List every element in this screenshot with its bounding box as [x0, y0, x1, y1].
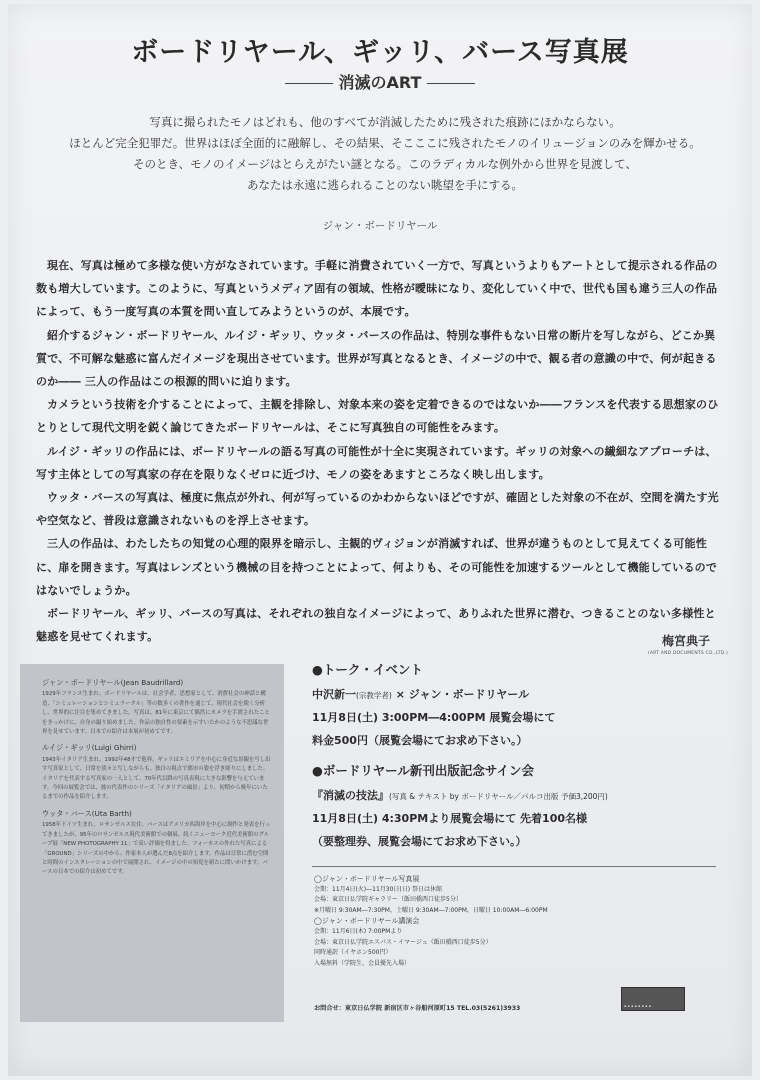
bio-heading: ルイジ・ギッリ(Luigi Ghirri)	[42, 743, 137, 753]
subtitle-text: 消滅のART	[338, 73, 422, 92]
exhibition-info-line: 会期：11月4日(火)―11月30日(日) 祭日は休館	[314, 885, 442, 893]
speaker-role: (宗教学者)	[356, 691, 392, 700]
essay-paragraph: 紹介するジャン・ボードリヤール、ルイジ・ギッリ、ウッタ・バースの作品は、特別な事件もない日常の断片を写しながら、どこか異質で、不可解な魅惑に富んだイメージを現出させています。世界が写真となるとき、イメージの中で、観る者の意識の中で、何が起きるのか―― 三人の作品はこの根源的問いに迫ります。	[36, 328, 717, 389]
exhibition-title: ボードリヤール、ギッリ、バース写真展	[131, 37, 629, 68]
speaker-with: × ジャン・ボードリヤール	[395, 688, 530, 701]
quote-line: ほとんど完全犯罪だ。世界はほぼ全面的に融解し、その結果、そこここに残されたモノのイリュージョンのみを輝かせる。	[69, 136, 701, 150]
exhibition-subtitle	[0, 70, 760, 93]
contact-info: お問合せ：東京日仏学院 新宿区市ヶ谷船河原町15 TEL.03(5261)3933	[314, 1005, 521, 1012]
essay-body	[36, 254, 724, 648]
essay-author-affiliation: (ART AND DOCUMENTS CO.,LTD.)	[648, 651, 728, 656]
institute-logo	[621, 987, 685, 1011]
subtitle-dash-right	[427, 83, 475, 84]
bio-heading: ウッタ・バース(Uta Barth)	[42, 808, 132, 818]
epigraph-quote	[40, 112, 730, 196]
talk-event-heading: ●トーク・イベント	[312, 662, 423, 677]
quote-line: そのとき、モノのイメージはとらえがたい謎となる。このラディカルな例外から世界を見渡して、	[133, 157, 637, 171]
info-divider	[312, 866, 716, 867]
events-section	[312, 660, 732, 856]
essay-paragraph: ルイジ・ギッリの作品には、ボードリヤールの語る写真の可能性が十全に実現されています。ギッリの対象への繊細なアプローチは、写す主体としての写真家の存在を限りなくゼロに近づけ、モノの姿をあますところなく映し出します。	[36, 444, 717, 481]
signing-event-book	[312, 787, 732, 803]
exhibition-info-title: ◯ジャン・ボードリヤール写真展	[314, 875, 420, 883]
signing-event-heading: ●ボードリヤール新刊出版記念サイン会	[312, 763, 535, 778]
signing-event-note: （要整理券、展覧会場にてお求め下さい。）	[312, 835, 527, 848]
exhibition-info-line: 会場：東京日仏学院ギャラリー（飯田橋西口徒歩5分）	[314, 896, 462, 904]
quote-author: ジャン・ボードリヤール	[322, 220, 438, 232]
book-title: 『消滅の技法』	[312, 789, 389, 802]
bio-text: 1958年ドイツ生まれ。ロサンゼルス在住。バースはアメリカ西海岸を中心に制作と発表を行ってきましたが、95年のロサンゼルス現代美術館での個展、続くニューヨーク近代美術館のグループ展「NEW PHOTOGRAPHY 11」で高い評価を得ました。フォーカスの外れた写真による「GROUND」シリーズの中から、作家本人が選んだ8点を紹介します。作品は日常に潜む空間と時間のインスタレーションの中で展開され、イメージの中の知覚を新たに問いかけます。バースの日本での紹介は初めてです。	[42, 822, 271, 876]
essay-paragraph: カメラという技術を介することによって、主観を排除し、対象本来の姿を定着できるのではないか――フランスを代表する思想家のひとりとして現代文明を鋭く論じてきたボードリヤールは、そこに写真独自の可能性をみます。	[36, 398, 719, 435]
exhibition-info-line: ※月曜日 9:30AM―7:30PM、土曜日 9:30AM―7:00PM、日曜日 10:00AM―6:00PM	[314, 906, 548, 914]
essay-paragraph: 三人の作品は、わたしたちの知覚の心理的限界を暗示し、主観的ヴィジョンが消滅すれば、世界が違うものとして見えてくる可能性に、扉を開きます。写真はレンズという機械の目を持つことによって、何よりも、その可能性を加速するツールとして機能しているのではないでしょうか。	[36, 537, 718, 597]
quote-line: あなたは永遠に逃られることのない眺望を手にする。	[247, 178, 523, 192]
speaker-name: 中沢新一	[312, 688, 356, 701]
lecture-info-line: 入場無料（学院生、会員優先入場）	[314, 959, 411, 967]
quote-line: 写真に撮られたモノはどれも、他のすべてが消滅したために残された痕跡にほかならない。	[149, 115, 621, 129]
subtitle-dash-left	[285, 83, 333, 84]
logo-mark: ▪▪▪▪▪▪▪▪	[624, 1004, 653, 1008]
artist-bios-panel	[20, 664, 284, 1022]
essay-author-name: 梅宮典子	[662, 634, 711, 648]
talk-event-fee: 料金500円（展覧会場にてお求め下さい。）	[312, 734, 528, 747]
essay-paragraph: ボードリヤール、ギッリ、バースの写真は、それぞれの独自なイメージによって、ありふれた世界に潜む、つきることのない多様性と魅惑を見せてくれます。	[36, 607, 716, 644]
talk-event-datetime: 11月8日(土) 3:00PM―4:00PM 展覧会場にて	[312, 711, 556, 724]
lecture-info-title: ◯ジャン・ボードリヤール講演会	[314, 917, 420, 926]
talk-event-speakers	[312, 686, 732, 702]
book-detail: (写真 & テキスト by ボードリヤール／パルコ出版 予価3,200円)	[389, 792, 608, 801]
signing-event-datetime: 11月8日(土) 4:30PMより展覧会場にて 先着100名様	[312, 812, 588, 825]
bio-heading: ジャン・ボードリヤール(Jean Baudrillard)	[42, 678, 184, 687]
essay-paragraph: ウッタ・バースの写真は、極度に焦点が外れ、何が写っているのかわからないほどですが、確固とした対象の不在が、空間を満たす光や空気など、普段は意識されないものを浮上させます。	[36, 491, 719, 528]
bio-text: 1929年フランス生まれ。ボードリヤールは、社会学者、思想家として、消費社会の神話と構造、「シミュレーションとシミュラークル」等の数多くの著作を通じて、現代社会を鋭く分析し、世界的に注目を集めてきました。写真は、81年に東京にて偶然にカメラを手渡されたことをきっかけに、自身の撮り始めました。作品の独自性の要素を示すいたかのような不思議な世界を見せています。日本での紹介は本展が初めてです。	[42, 691, 270, 736]
lecture-info-line: 会場：東京日仏学院エスパス・イマージュ（飯田橋西口徒歩5分）	[314, 938, 492, 946]
event-info-block	[314, 874, 724, 969]
bio-text: 1943年イタリア生まれ。1992年48才で他界。ギッリはエミリアを中心に身近な景観を写し出す写真家として、日常を淡々と写しながらも、独自の視点で都市の姿を浮き彫りにしました。イタリアを代表する写真家の一人として、70年代以降の写真表現に大きな影響を与えています。今回の展覧会では、彼の代表作のシリーズ「イタリアの風景」より、初期から晩年にいたるまでの作品を紹介します。	[42, 756, 271, 801]
essay-paragraph: 現在、写真は極めて多様な使い方がなされています。手軽に消費されていく一方で、写真というよりもアートとして提示される作品の数も増大しています。このように、写真というメディア固有の領域、性格が曖昧になり、変化していく中で、世代も国も違う三人の作品によって、もう一度写真の本質を問い直してみようというのが、本展です。	[36, 259, 718, 319]
lecture-info-line: 会期：11月6日(木) 7:00PMより	[314, 927, 403, 935]
lecture-info-line: 同時通訳（イヤホン500円）	[314, 949, 392, 957]
